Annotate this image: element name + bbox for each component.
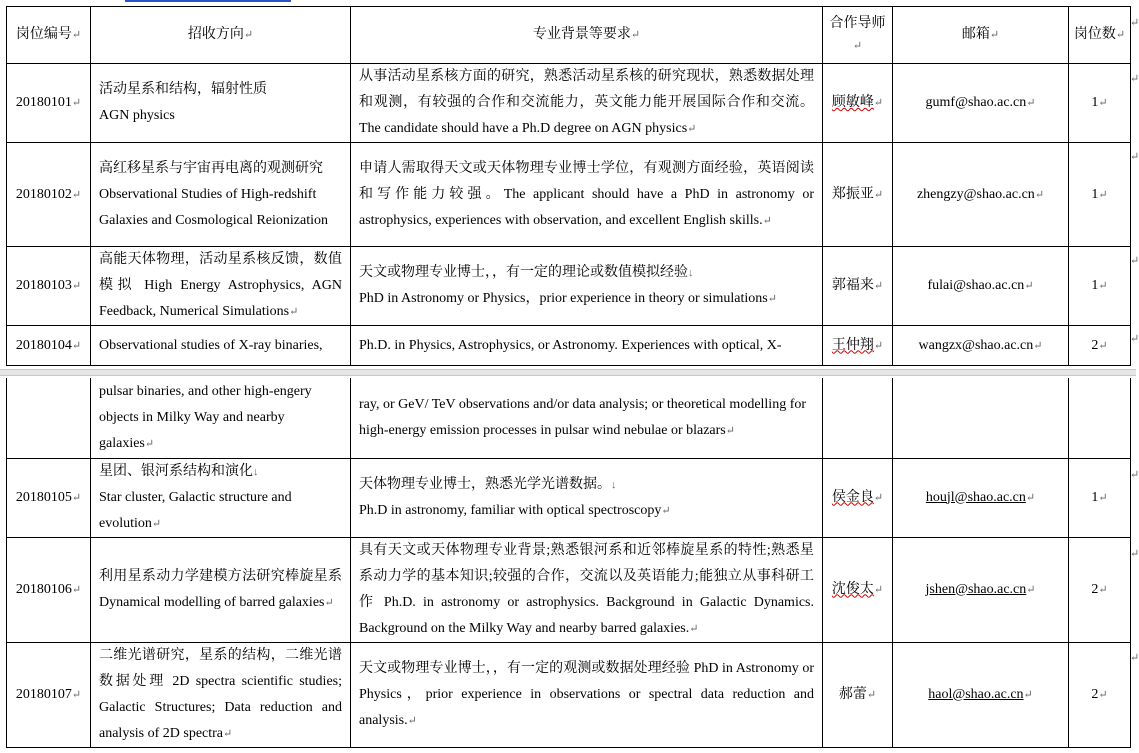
header-position-id: 岗位编号↵ <box>7 7 91 64</box>
background: ray, or GeV/ TeV observations and/or data analysis; or theoretical modelling for high-energy emission processes in pulsar wind nebulae or blazars↵ <box>351 378 823 458</box>
direction: pulsar binaries, and other high-engery objects in Milky Way and nearby galaxies↵ <box>91 378 351 458</box>
direction: 高能天体物理，活动星系核反馈，数值模拟 High Energy Astrophysics, AGN Feedback, Numerical Simulations↵ <box>91 247 351 326</box>
email <box>893 378 1069 458</box>
direction: 利用星系动力学建模方法研究棒旋星系 Dynamical modelling of barred galaxies↵ <box>91 537 351 642</box>
table-header-row <box>7 7 1131 64</box>
background: 具有天文或天体物理专业背景;熟悉银河系和近邻棒旋星系的特性;熟悉星系动力学的基本知识;较强的合作，交流以及英语能力;能独立从事科研工作 Ph.D. in astronomy or astrophysics. Background in Galactic Dynamics. Background on the Milky Way and nearby barred galaxies.↵ <box>351 537 823 642</box>
header-email: 邮箱↵ <box>893 7 1069 64</box>
page-break <box>0 369 1136 376</box>
email[interactable]: fulai@shao.ac.cn↵ <box>893 247 1069 326</box>
table-row <box>7 642 1131 747</box>
background: Ph.D. in Physics, Astrophysics, or Astronomy. Experiences with optical, X- <box>351 326 823 366</box>
header-count: 岗位数↵ <box>1069 7 1131 64</box>
position-id: 20180104↵ <box>7 326 91 366</box>
count: 2↵ <box>1069 537 1131 642</box>
table-row <box>7 326 1131 366</box>
table-row <box>7 143 1131 247</box>
email[interactable]: jshen@shao.ac.cn↵ <box>893 537 1069 642</box>
background: 申请人需取得天文或天体物理专业博士学位，有观测方面经验，英语阅读和写作能力较强。The applicant should have a PhD in astronomy or astrophysics, experiences with observation, and excellent English skills.↵ <box>351 143 823 247</box>
advisor: 郑振亚↵ <box>823 143 893 247</box>
direction: 星团、银河系结构和演化↓ Star cluster, Galactic structure and evolution↵ <box>91 458 351 537</box>
count: 1↵ <box>1069 458 1131 537</box>
count <box>1069 378 1131 458</box>
email[interactable]: houjl@shao.ac.cn↵ <box>893 458 1069 537</box>
table-row <box>7 458 1131 537</box>
positions-table-part2 <box>6 378 1131 748</box>
advisor: 郝蕾↵ <box>823 642 893 747</box>
advisor <box>823 378 893 458</box>
positions-table-part1 <box>6 6 1131 366</box>
row-end-mark: ↵ <box>1130 255 1139 267</box>
table-row-continued <box>7 378 1131 458</box>
email[interactable]: gumf@shao.ac.cn↵ <box>893 64 1069 143</box>
table-row <box>7 64 1131 143</box>
background: 天文或物理专业博士，，有一定的理论或数值模拟经验↓ PhD in Astronomy or Physics，prior experience in theory or simulations↵ <box>351 247 823 326</box>
email[interactable]: haol@shao.ac.cn↵ <box>893 642 1069 747</box>
position-id <box>7 378 91 458</box>
row-end-mark: ↵ <box>1130 151 1139 163</box>
row-end-mark: ↵ <box>1130 469 1139 481</box>
advisor: 郭福来↵ <box>823 247 893 326</box>
advisor: 沈俊太↵ <box>823 537 893 642</box>
count: 1↵ <box>1069 247 1131 326</box>
email[interactable]: wangzx@shao.ac.cn↵ <box>893 326 1069 366</box>
header-advisor: 合作导师↵ <box>823 7 893 64</box>
background: 天文或物理专业博士，，有一定的观测或数据处理经验 PhD in Astronomy or Physics，prior experience in observations or spectral data reduction and analysis.↵ <box>351 642 823 747</box>
header-background: 专业背景等要求↵ <box>351 7 823 64</box>
direction: 二维光谱研究，星系的结构，二维光谱数据处理 2D spectra scientific studies; Galactic Structures; Data reduction and analysis of 2D spectra↵ <box>91 642 351 747</box>
position-id: 20180107↵ <box>7 642 91 747</box>
advisor: 王仲翔↵ <box>823 326 893 366</box>
direction: 活动星系和结构，辐射性质 AGN physics <box>91 64 351 143</box>
table-row <box>7 537 1131 642</box>
advisor: 侯金良↵ <box>823 458 893 537</box>
row-end-mark: ↵ <box>1130 652 1139 664</box>
hyperlink-underline-fragment <box>125 0 291 2</box>
row-end-mark: ↵ <box>1130 17 1139 29</box>
direction: 高红移星系与宇宙再电离的观测研究 Observational Studies of High-redshift Galaxies and Cosmological Reionization <box>91 143 351 247</box>
position-id: 20180103↵ <box>7 247 91 326</box>
position-id: 20180102↵ <box>7 143 91 247</box>
background: 从事活动星系核方面的研究，熟悉活动星系核的研究现状，熟悉数据处理和观测，有较强的合作和交流能力，英文能力能开展国际合作和交流。The candidate should have a Ph.D degree on AGN physics↵ <box>351 64 823 143</box>
direction: Observational studies of X-ray binaries, <box>91 326 351 366</box>
row-end-mark: ↵ <box>1130 333 1139 345</box>
count: 2↵ <box>1069 326 1131 366</box>
advisor: 顾敏峰↵ <box>823 64 893 143</box>
header-direction: 招收方向↵ <box>91 7 351 64</box>
count: 1↵ <box>1069 143 1131 247</box>
row-end-mark: ↵ <box>1130 548 1139 560</box>
row-end-mark: ↵ <box>1130 73 1139 85</box>
email[interactable]: zhengzy@shao.ac.cn↵ <box>893 143 1069 247</box>
count: 1↵ <box>1069 64 1131 143</box>
count: 2↵ <box>1069 642 1131 747</box>
table-row <box>7 247 1131 326</box>
position-id: 20180106↵ <box>7 537 91 642</box>
position-id: 20180101↵ <box>7 64 91 143</box>
position-id: 20180105↵ <box>7 458 91 537</box>
background: 天体物理专业博士，熟悉光学光谱数据。↓ Ph.D in astronomy, familiar with optical spectroscopy↵ <box>351 458 823 537</box>
